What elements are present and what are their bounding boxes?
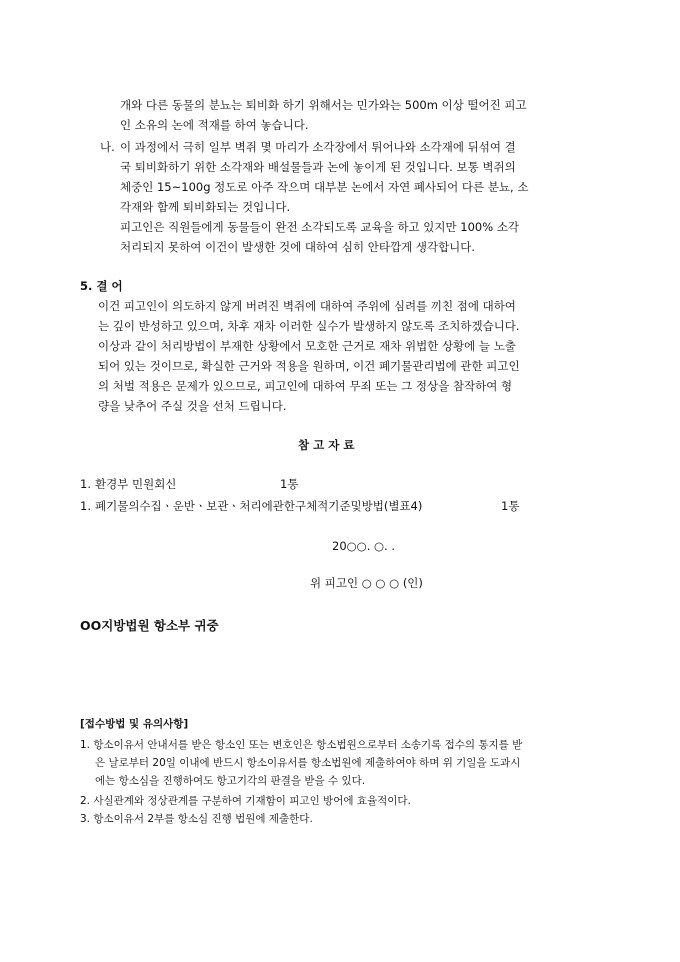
explanation-line: 체중인 15~100g 정도로 아주 작으며 대부분 논에서 자연 폐사되어 다른 분뇨, 소 <box>120 180 529 194</box>
note-line: 1. 항소이유서 안내서를 받은 항소인 또는 변호인은 항소법원으로부터 소송기록 접수의 통지를 받 <box>80 739 523 751</box>
reference-count: 1통 <box>501 499 520 513</box>
conclusion-line: 되어 있는 것이므로, 확실한 근거와 적용을 원하며, 이건 폐기물관리법에 관한 피고인 <box>98 359 520 373</box>
explanation-line: 각재와 함께 퇴비화되는 것입니다. <box>120 200 291 214</box>
note-line: 에는 항소심을 진행하여도 항고기각의 판결을 받을 수 있다. <box>95 775 366 787</box>
explanation-line: 이 과정에서 극히 일부 벽쥐 몇 마리가 소각장에서 튀어나와 소각재에 뒤섞여 결 <box>120 140 516 154</box>
explanation-line: 처리되지 못하여 이건이 발생한 것에 대하여 심히 안타깝게 생각합니다. <box>120 240 476 254</box>
note-line: 3. 항소이유서 2부를 항소심 진행 법원에 제출한다. <box>80 813 313 825</box>
recipient-court: OO지방법원 항소부 귀중 <box>80 618 219 633</box>
explanation-line: 인 소유의 논에 적재를 하여 놓습니다. <box>120 118 309 132</box>
conclusion-line: 는 깊이 반성하고 있으며, 차후 재차 이러한 실수가 발생하지 않도록 조치하겠습니다. <box>98 319 520 333</box>
note-line: 2. 사실관계와 정상관계를 구분하여 기재함이 피고인 방어에 효율적이다. <box>80 795 411 807</box>
references-heading: 참 고 자 료 <box>298 438 355 452</box>
explanation-line: 개와 다른 동물의 분뇨는 퇴비화 하기 위해서는 민가와는 500m 이상 떨어진 피고 <box>120 98 527 112</box>
reference-number: 1. <box>80 477 91 491</box>
signer-line: 위 피고인 ○ ○ ○ (인) <box>310 576 423 590</box>
item-marker: 나. <box>100 140 115 154</box>
explanation-line: 국 퇴비화하기 위한 소각재와 배설물들과 논에 놓이게 된 것입니다. 보통 벽쥐의 <box>120 160 516 174</box>
document-date: 20○○. ○. . <box>332 539 396 553</box>
notes-heading: [접수방법 및 유의사항] <box>80 718 189 730</box>
conclusion-line: 이건 피고인이 의도하지 않게 버려진 벽쥐에 대하여 주위에 심려를 끼친 점에 대하여 <box>98 299 516 313</box>
reference-title: 환경부 민원회신 <box>95 477 177 491</box>
note-line: 은 날로부터 20일 이내에 반드시 항소이유서를 항소법원에 제출하여야 하며 위 기일을 도과시 <box>95 757 521 769</box>
reference-title: 폐기물의수집ㆍ운반ㆍ보관ㆍ처리에관한구체적기준및방법(별표4) <box>95 499 423 513</box>
conclusion-line: 량을 낮추어 주실 것을 선처 드립니다. <box>98 399 287 413</box>
conclusion-line: 의 처벌 적용은 문제가 있으므로, 피고인에 대하여 무죄 또는 그 정상을 참작하여 형 <box>98 379 513 393</box>
section-heading: 5. 결 어 <box>80 279 123 293</box>
reference-number: 1. <box>80 499 91 513</box>
reference-count: 1통 <box>280 477 299 491</box>
explanation-line: 피고인은 직원들에게 동물들이 완전 소각되도록 교육을 하고 있지만 100% 소각 <box>120 220 520 234</box>
conclusion-line: 이상과 같이 처리방법이 부재한 상황에서 모호한 근거로 재차 위법한 상황에 늘 노출 <box>98 339 516 353</box>
